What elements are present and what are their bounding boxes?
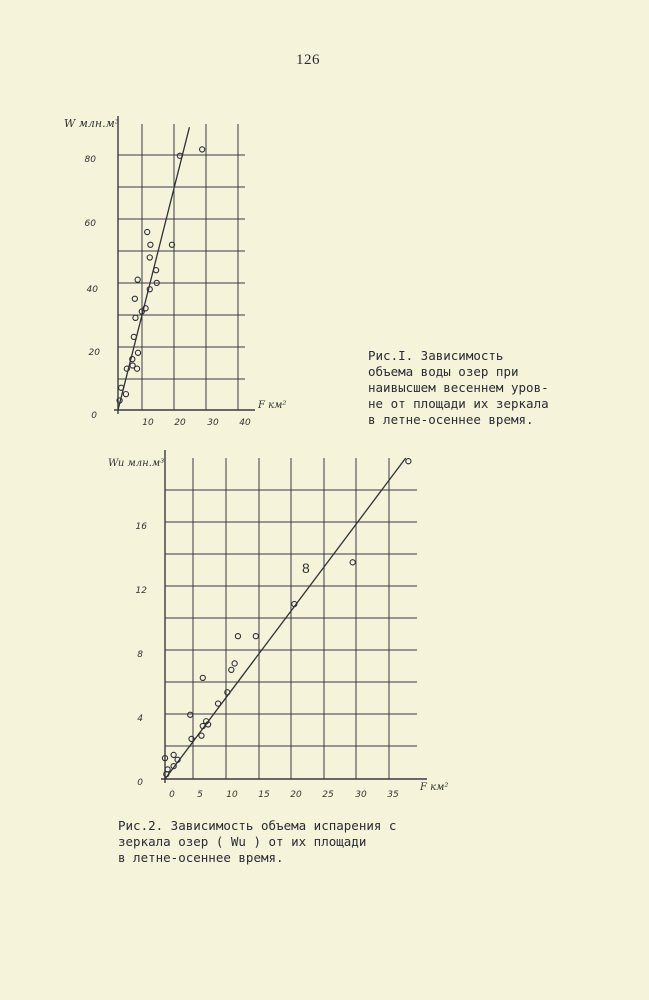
data-point — [350, 560, 355, 565]
data-point — [253, 634, 258, 639]
y-tick-label: 12 — [135, 586, 147, 596]
data-point — [215, 701, 220, 706]
x-tick-label: 10 — [142, 418, 154, 428]
figure-1-y-axis-label: W млн.м³ — [64, 117, 120, 130]
x-tick-label: 0 — [169, 790, 175, 800]
data-point — [235, 634, 240, 639]
figure-1-x-axis-label: F км² — [258, 400, 287, 411]
data-point — [145, 229, 150, 234]
data-point — [154, 268, 159, 273]
y-tick-label: 0 — [91, 411, 97, 421]
data-point — [133, 315, 138, 320]
y-tick-label: 0 — [137, 778, 143, 788]
y-tick-label: 4 — [137, 714, 143, 724]
figure-2-x-axis-label: F км² — [420, 782, 449, 793]
y-tick-label: 80 — [84, 155, 96, 165]
figure-2-point-mark: 8 — [302, 560, 310, 576]
x-tick-label: 20 — [174, 418, 186, 428]
data-point — [199, 733, 204, 738]
data-point — [165, 767, 170, 772]
data-point — [406, 459, 411, 464]
x-tick-label: 15 — [258, 790, 270, 800]
x-tick-label: 20 — [290, 790, 302, 800]
data-point — [232, 661, 237, 666]
data-point — [147, 255, 152, 260]
figure-2-y-axis-label: Wu млн.м³ — [108, 458, 165, 469]
figure-1-caption: Рис.I. Зависимость объема воды озер при наивысшем весеннем уров- не от площади их зеркала в летне-осеннее время. — [368, 348, 549, 427]
y-tick-label: 16 — [135, 522, 147, 532]
x-tick-label: 40 — [239, 418, 251, 428]
y-tick-label: 60 — [84, 219, 96, 229]
data-point — [229, 667, 234, 672]
data-point — [200, 675, 205, 680]
data-point — [148, 242, 153, 247]
x-tick-label: 25 — [322, 790, 334, 800]
figure-2-chart — [108, 450, 448, 800]
figure-2-caption: Рис.2. Зависимость объема испарения с зеркала озер ( Wu ) от их площади в летне-осеннее время. — [118, 818, 397, 865]
x-tick-label: 10 — [226, 790, 238, 800]
data-point — [188, 712, 193, 717]
x-tick-label: 30 — [355, 790, 367, 800]
data-point — [200, 147, 205, 152]
x-tick-label: 5 — [197, 790, 203, 800]
data-point — [123, 392, 128, 397]
data-point — [132, 296, 137, 301]
x-tick-label: 35 — [387, 790, 399, 800]
y-tick-label: 20 — [88, 348, 100, 358]
data-point — [134, 366, 139, 371]
data-point — [131, 334, 136, 339]
page-number: 126 — [296, 52, 320, 68]
figure-1-chart — [64, 116, 286, 428]
data-point — [135, 350, 140, 355]
data-point — [135, 277, 140, 282]
y-tick-label: 8 — [137, 650, 143, 660]
data-point — [171, 752, 176, 757]
y-tick-label: 40 — [86, 285, 98, 295]
x-tick-label: 30 — [207, 418, 219, 428]
